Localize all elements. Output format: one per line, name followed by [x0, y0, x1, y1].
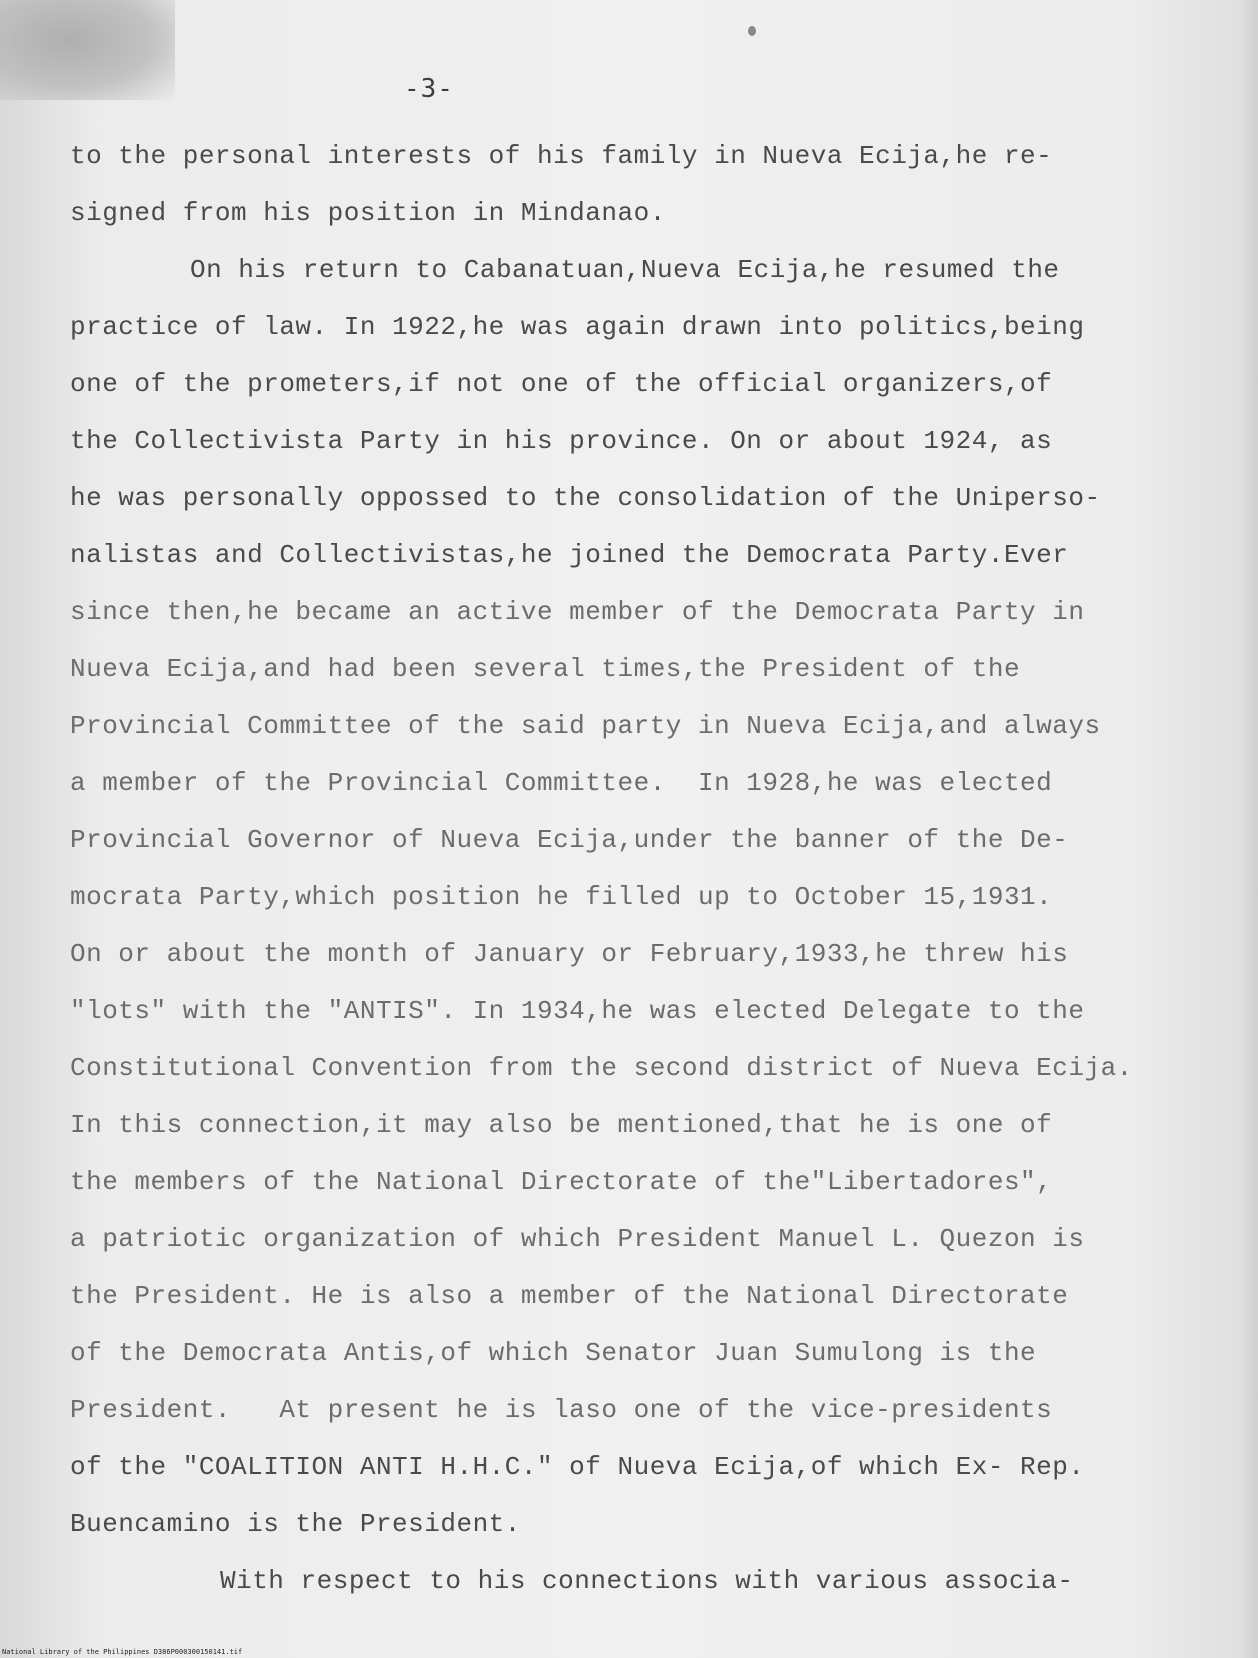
text-line: of the Democrata Antis,of which Senator Juan Sumulong is the — [70, 1338, 1037, 1368]
text-line: Provincial Governor of Nueva Ecija,under the banner of the De- — [70, 825, 1069, 855]
text-line: practice of law. In 1922,he was again drawn into politics,being — [70, 312, 1085, 342]
text-line: a member of the Provincial Committee. In 1928,he was elected — [70, 768, 1053, 798]
text-line: Constitutional Convention from the second district of Nueva Ecija. — [70, 1053, 1133, 1083]
text-line: In this connection,it may also be mentioned,that he is one of — [70, 1110, 1053, 1140]
ink-speck — [748, 26, 756, 36]
text-line: Buencamino is the President. — [70, 1509, 521, 1539]
page-edge-shadow — [1240, 0, 1258, 1658]
text-line: Nueva Ecija,and had been several times,the President of the — [70, 654, 1021, 684]
text-line: President. At present he is laso one of the vice-presidents — [70, 1395, 1053, 1425]
text-line: the Collectivista Party in his province. On or about 1924, as — [70, 426, 1053, 456]
text-line-paragraph-start: With respect to his connections with various associa- — [220, 1566, 1074, 1596]
text-line: "lots" with the "ANTIS". In 1934,he was elected Delegate to the — [70, 996, 1085, 1026]
text-line: since then,he became an active member of the Democrata Party in — [70, 597, 1085, 627]
text-line: the members of the National Directorate of the"Libertadores", — [70, 1167, 1053, 1197]
text-line: mocrata Party,which position he filled up to October 15,1931. — [70, 882, 1053, 912]
text-line: On or about the month of January or February,1933,he threw his — [70, 939, 1069, 969]
text-line: Provincial Committee of the said party in Nueva Ecija,and always — [70, 711, 1101, 741]
text-line: nalistas and Collectivistas,he joined the Democrata Party.Ever — [70, 540, 1069, 570]
text-line-paragraph-start: On his return to Cabanatuan,Nueva Ecija,he resumed the — [190, 255, 1060, 285]
text-line: to the personal interests of his family in Nueva Ecija,he re- — [70, 141, 1053, 171]
page-number: -3- — [404, 74, 454, 104]
text-line: signed from his position in Mindanao. — [70, 198, 666, 228]
text-line: he was personally oppossed to the consolidation of the Uniperso- — [70, 483, 1101, 513]
text-line: of the "COALITION ANTI H.H.C." of Nueva Ecija,of which Ex- Rep. — [70, 1452, 1085, 1482]
document-body — [70, 128, 1220, 1610]
archive-footer: National Library of the Philippines D386P000300150141.tif — [2, 1648, 243, 1656]
paper-stain — [0, 0, 175, 100]
text-line: the President. He is also a member of the National Directorate — [70, 1281, 1069, 1311]
text-line: a patriotic organization of which President Manuel L. Quezon is — [70, 1224, 1085, 1254]
text-line: one of the prometers,if not one of the official organizers,of — [70, 369, 1053, 399]
